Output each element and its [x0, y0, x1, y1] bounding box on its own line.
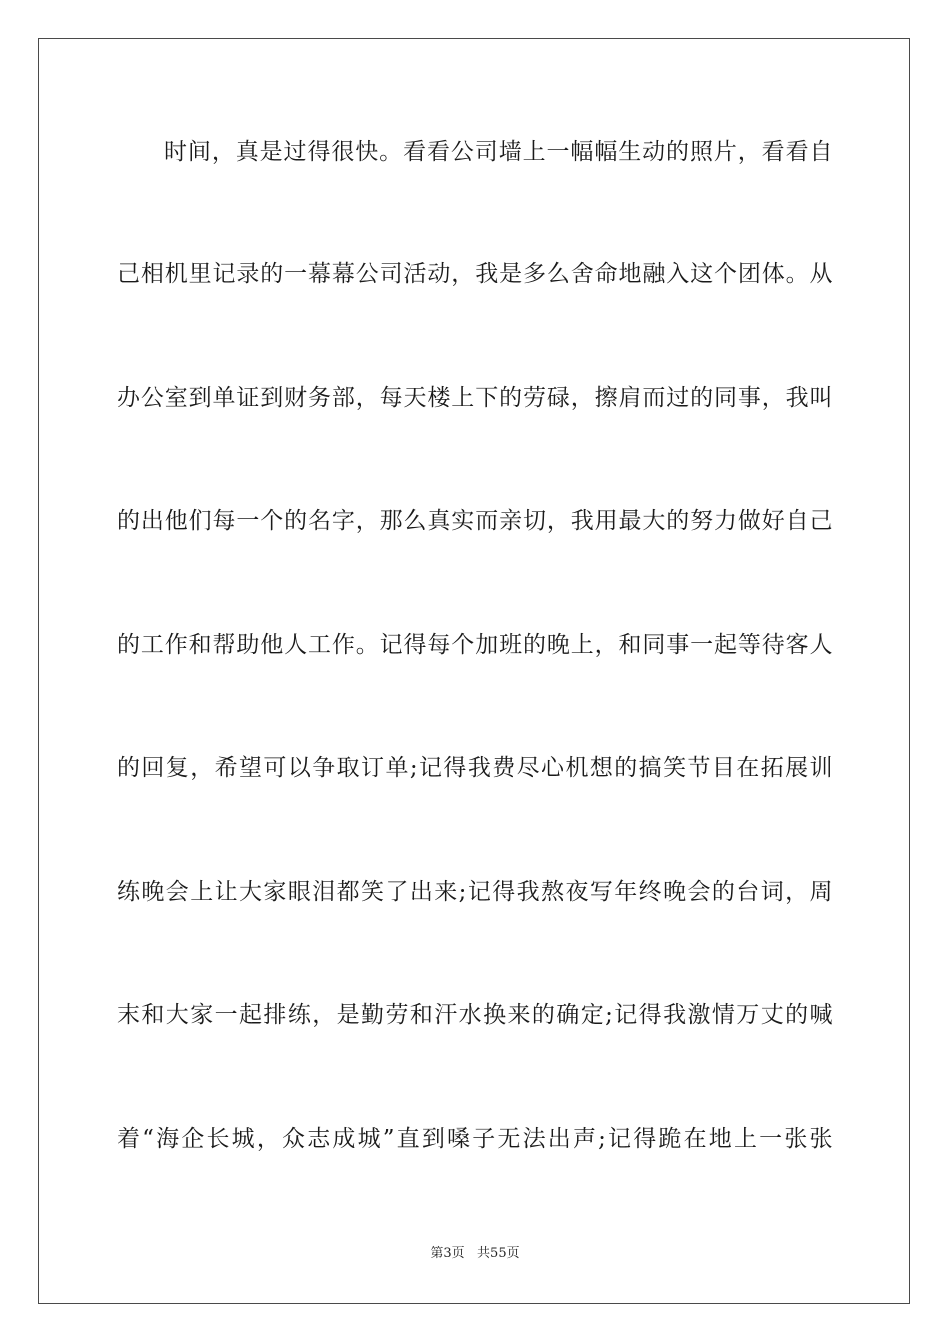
paragraph-line-4: 的出他们每一个的名字，那么真实而亲切，我用最大的努力做好自己 — [117, 508, 833, 534]
paragraph-line-5: 的工作和帮助他人工作。记得每个加班的晚上，和同事一起等待客人 — [117, 632, 833, 658]
paragraph-line-3: 办公室到单证到财务部，每天楼上下的劳碌，擦肩而过的同事，我叫 — [117, 385, 833, 411]
paragraph-line-9: 着“海企长城，众志成城”直到嗓子无法出声;记得跪在地上一张张 — [117, 1126, 833, 1152]
page-border — [38, 38, 910, 1304]
paragraph-line-8: 末和大家一起排练，是勤劳和汗水换来的确定;记得我激情万丈的喊 — [117, 1002, 833, 1028]
paragraph-line-6: 的回复，希望可以争取订单;记得我费尽心机想的搞笑节目在拓展训 — [117, 755, 833, 781]
paragraph-line-2: 己相机里记录的一幕幕公司活动，我是多么舍命地融入这个团体。从 — [117, 261, 833, 287]
paragraph-line-1: 时间，真是过得很快。看看公司墙上一幅幅生动的照片，看看自 — [164, 139, 833, 165]
paragraph-line-7: 练晚会上让大家眼泪都笑了出来;记得我熬夜写年终晚会的台词，周 — [117, 879, 833, 905]
page-number-footer: 第3页 共55页 — [430, 1246, 520, 1261]
